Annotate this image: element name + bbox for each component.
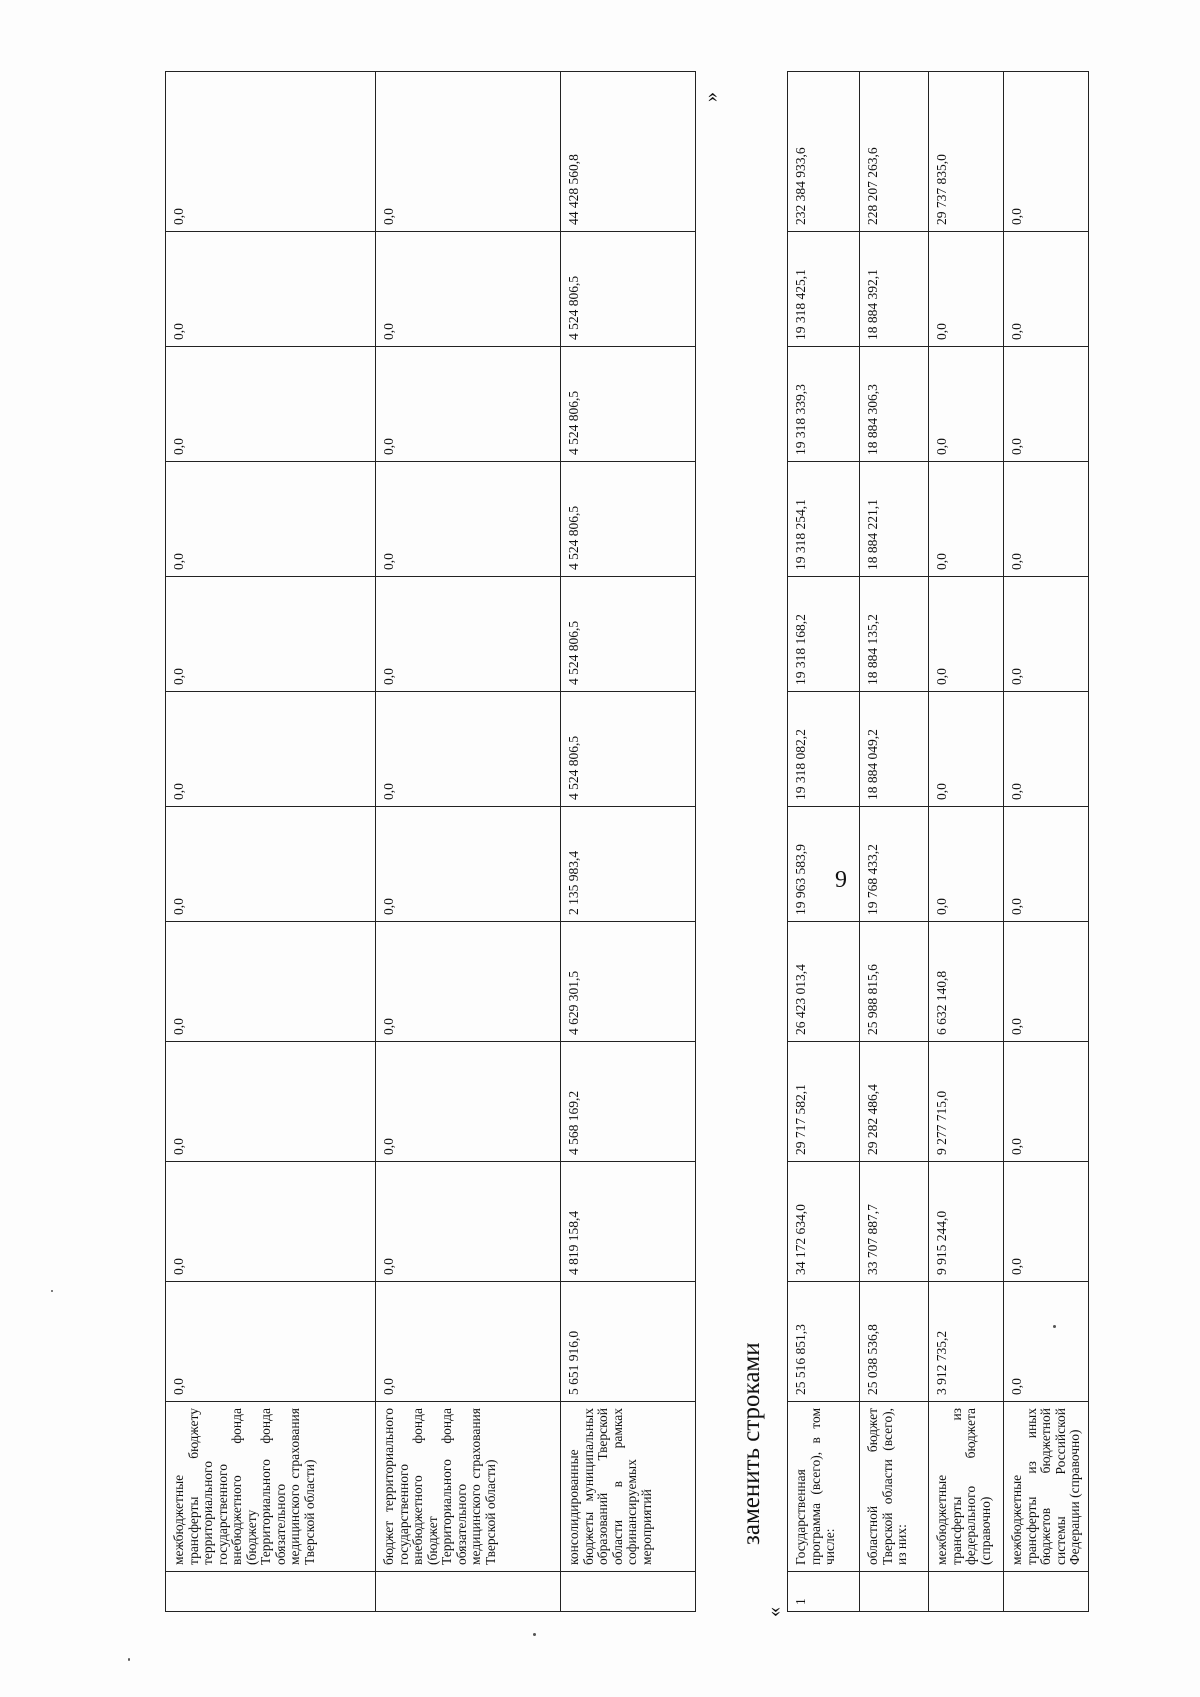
value-cell: 18 884 049,2 <box>860 692 929 807</box>
value-cell: 0,0 <box>929 577 1004 692</box>
value-cell: 0,0 <box>166 1162 376 1282</box>
number-cell <box>376 1572 561 1612</box>
value-cell: 4 524 806,5 <box>561 347 696 462</box>
total-cell: 29 737 835,0 <box>929 72 1004 232</box>
value-cell: 0,0 <box>1004 577 1089 692</box>
value-cell: 0,0 <box>929 807 1004 922</box>
value-cell: 0,0 <box>166 577 376 692</box>
value-cell: 0,0 <box>376 922 561 1042</box>
value-cell: 0,0 <box>376 807 561 922</box>
value-cell: 0,0 <box>166 1042 376 1162</box>
row-description: Государственная программа (всего), в том числе: <box>788 1402 860 1572</box>
value-cell: 4 524 806,5 <box>561 692 696 807</box>
row-description: межбюджетные трансферты из иных бюджетов бюджетной системы Российской Федерации (справочно) <box>1004 1402 1089 1572</box>
table-row <box>561 72 696 1612</box>
table-row <box>166 72 376 1612</box>
value-cell: 0,0 <box>1004 347 1089 462</box>
value-cell: 26 423 013,4 <box>788 922 860 1042</box>
row-number <box>860 1572 929 1612</box>
value-cell: 0,0 <box>929 462 1004 577</box>
number-cell <box>166 1572 376 1612</box>
replacement-table <box>787 71 1089 1612</box>
row-description: консолидированные бюджеты муниципальных образований Тверской области в рамках софинансируемых мероприятий <box>561 1402 696 1572</box>
total-cell: 44 428 560,8 <box>561 72 696 232</box>
value-cell: 18 884 392,1 <box>860 232 929 347</box>
value-cell: 4 524 806,5 <box>561 577 696 692</box>
value-cell: 0,0 <box>1004 1282 1089 1402</box>
row-number <box>1004 1572 1089 1612</box>
value-cell: 19 318 425,1 <box>788 232 860 347</box>
total-cell: 0,0 <box>1004 72 1089 232</box>
value-cell: 19 318 082,2 <box>788 692 860 807</box>
table-row <box>929 72 1004 1612</box>
value-cell: 0,0 <box>1004 1162 1089 1282</box>
value-cell: 0,0 <box>1004 807 1089 922</box>
value-cell: 0,0 <box>166 462 376 577</box>
row-description: межбюджетные трансферты из федерального бюджета (справочно) <box>929 1402 1004 1572</box>
table-continuation <box>165 71 696 1612</box>
row-description: областной бюджет Тверской области (всего), из них: <box>860 1402 929 1572</box>
value-cell: 25 038 536,8 <box>860 1282 929 1402</box>
table-row <box>860 72 929 1612</box>
value-cell: 0,0 <box>376 1282 561 1402</box>
value-cell: 0,0 <box>929 692 1004 807</box>
value-cell: 0,0 <box>1004 922 1089 1042</box>
row-description: межбюджетные трансферты бюджету территориального государственного внебюджетного фонда (бюджету Территориального фонда обязательного медицинского страхования Тверской области) <box>166 1402 376 1572</box>
value-cell: 0,0 <box>1004 692 1089 807</box>
value-cell: 3 912 735,2 <box>929 1282 1004 1402</box>
value-cell: 33 707 887,7 <box>860 1162 929 1282</box>
total-cell: 0,0 <box>376 72 561 232</box>
value-cell: 0,0 <box>376 1162 561 1282</box>
value-cell: 0,0 <box>376 1042 561 1162</box>
value-cell: 4 524 806,5 <box>561 462 696 577</box>
value-cell: 19 768 433,2 <box>860 807 929 922</box>
value-cell: 0,0 <box>1004 232 1089 347</box>
value-cell: 0,0 <box>376 692 561 807</box>
value-cell: 0,0 <box>166 922 376 1042</box>
value-cell: 18 884 221,1 <box>860 462 929 577</box>
number-cell <box>561 1572 696 1612</box>
table-row <box>1004 72 1089 1612</box>
page-number: 9 <box>835 867 847 893</box>
value-cell: 9 277 715,0 <box>929 1042 1004 1162</box>
value-cell: 9 915 244,0 <box>929 1162 1004 1282</box>
value-cell: 0,0 <box>1004 462 1089 577</box>
total-cell: 0,0 <box>166 72 376 232</box>
value-cell: 0,0 <box>166 232 376 347</box>
value-cell: 4 629 301,5 <box>561 922 696 1042</box>
value-cell: 0,0 <box>1004 1042 1089 1162</box>
value-cell: 0,0 <box>376 232 561 347</box>
value-cell: 0,0 <box>166 807 376 922</box>
table-row <box>788 72 860 1612</box>
row-number: 1 <box>788 1572 860 1612</box>
value-cell: 29 717 582,1 <box>788 1042 860 1162</box>
value-cell: 25 988 815,6 <box>860 922 929 1042</box>
value-cell: 4 819 158,4 <box>561 1162 696 1282</box>
value-cell: 19 963 583,9 <box>788 807 860 922</box>
value-cell: 6 632 140,8 <box>929 922 1004 1042</box>
value-cell: 19 318 168,2 <box>788 577 860 692</box>
value-cell: 0,0 <box>166 692 376 807</box>
value-cell: 0,0 <box>929 232 1004 347</box>
value-cell: 2 135 983,4 <box>561 807 696 922</box>
value-cell: 4 568 169,2 <box>561 1042 696 1162</box>
value-cell: 29 282 486,4 <box>860 1042 929 1162</box>
value-cell: 25 516 851,3 <box>788 1282 860 1402</box>
closing-quote-mark: » <box>700 92 722 102</box>
value-cell: 0,0 <box>929 347 1004 462</box>
value-cell: 5 651 916,0 <box>561 1282 696 1402</box>
value-cell: 19 318 339,3 <box>788 347 860 462</box>
value-cell: 0,0 <box>376 347 561 462</box>
value-cell: 34 172 634,0 <box>788 1162 860 1282</box>
value-cell: 19 318 254,1 <box>788 462 860 577</box>
total-cell: 232 384 933,6 <box>788 72 860 232</box>
value-cell: 0,0 <box>166 347 376 462</box>
value-cell: 18 884 306,3 <box>860 347 929 462</box>
value-cell: 4 524 806,5 <box>561 232 696 347</box>
total-cell: 228 207 263,6 <box>860 72 929 232</box>
replace-rows-heading: заменить строками <box>738 1342 765 1545</box>
value-cell: 0,0 <box>376 577 561 692</box>
value-cell: 18 884 135,2 <box>860 577 929 692</box>
value-cell: 0,0 <box>376 462 561 577</box>
opening-quote-mark: « <box>763 1607 785 1617</box>
value-cell: 0,0 <box>166 1282 376 1402</box>
row-description: бюджет территориального государственного внебюджетного фонда (бюджет Территориального фонда обязательного медицинского страхования Тверской области) <box>376 1402 561 1572</box>
table-row <box>376 72 561 1612</box>
row-number <box>929 1572 1004 1612</box>
